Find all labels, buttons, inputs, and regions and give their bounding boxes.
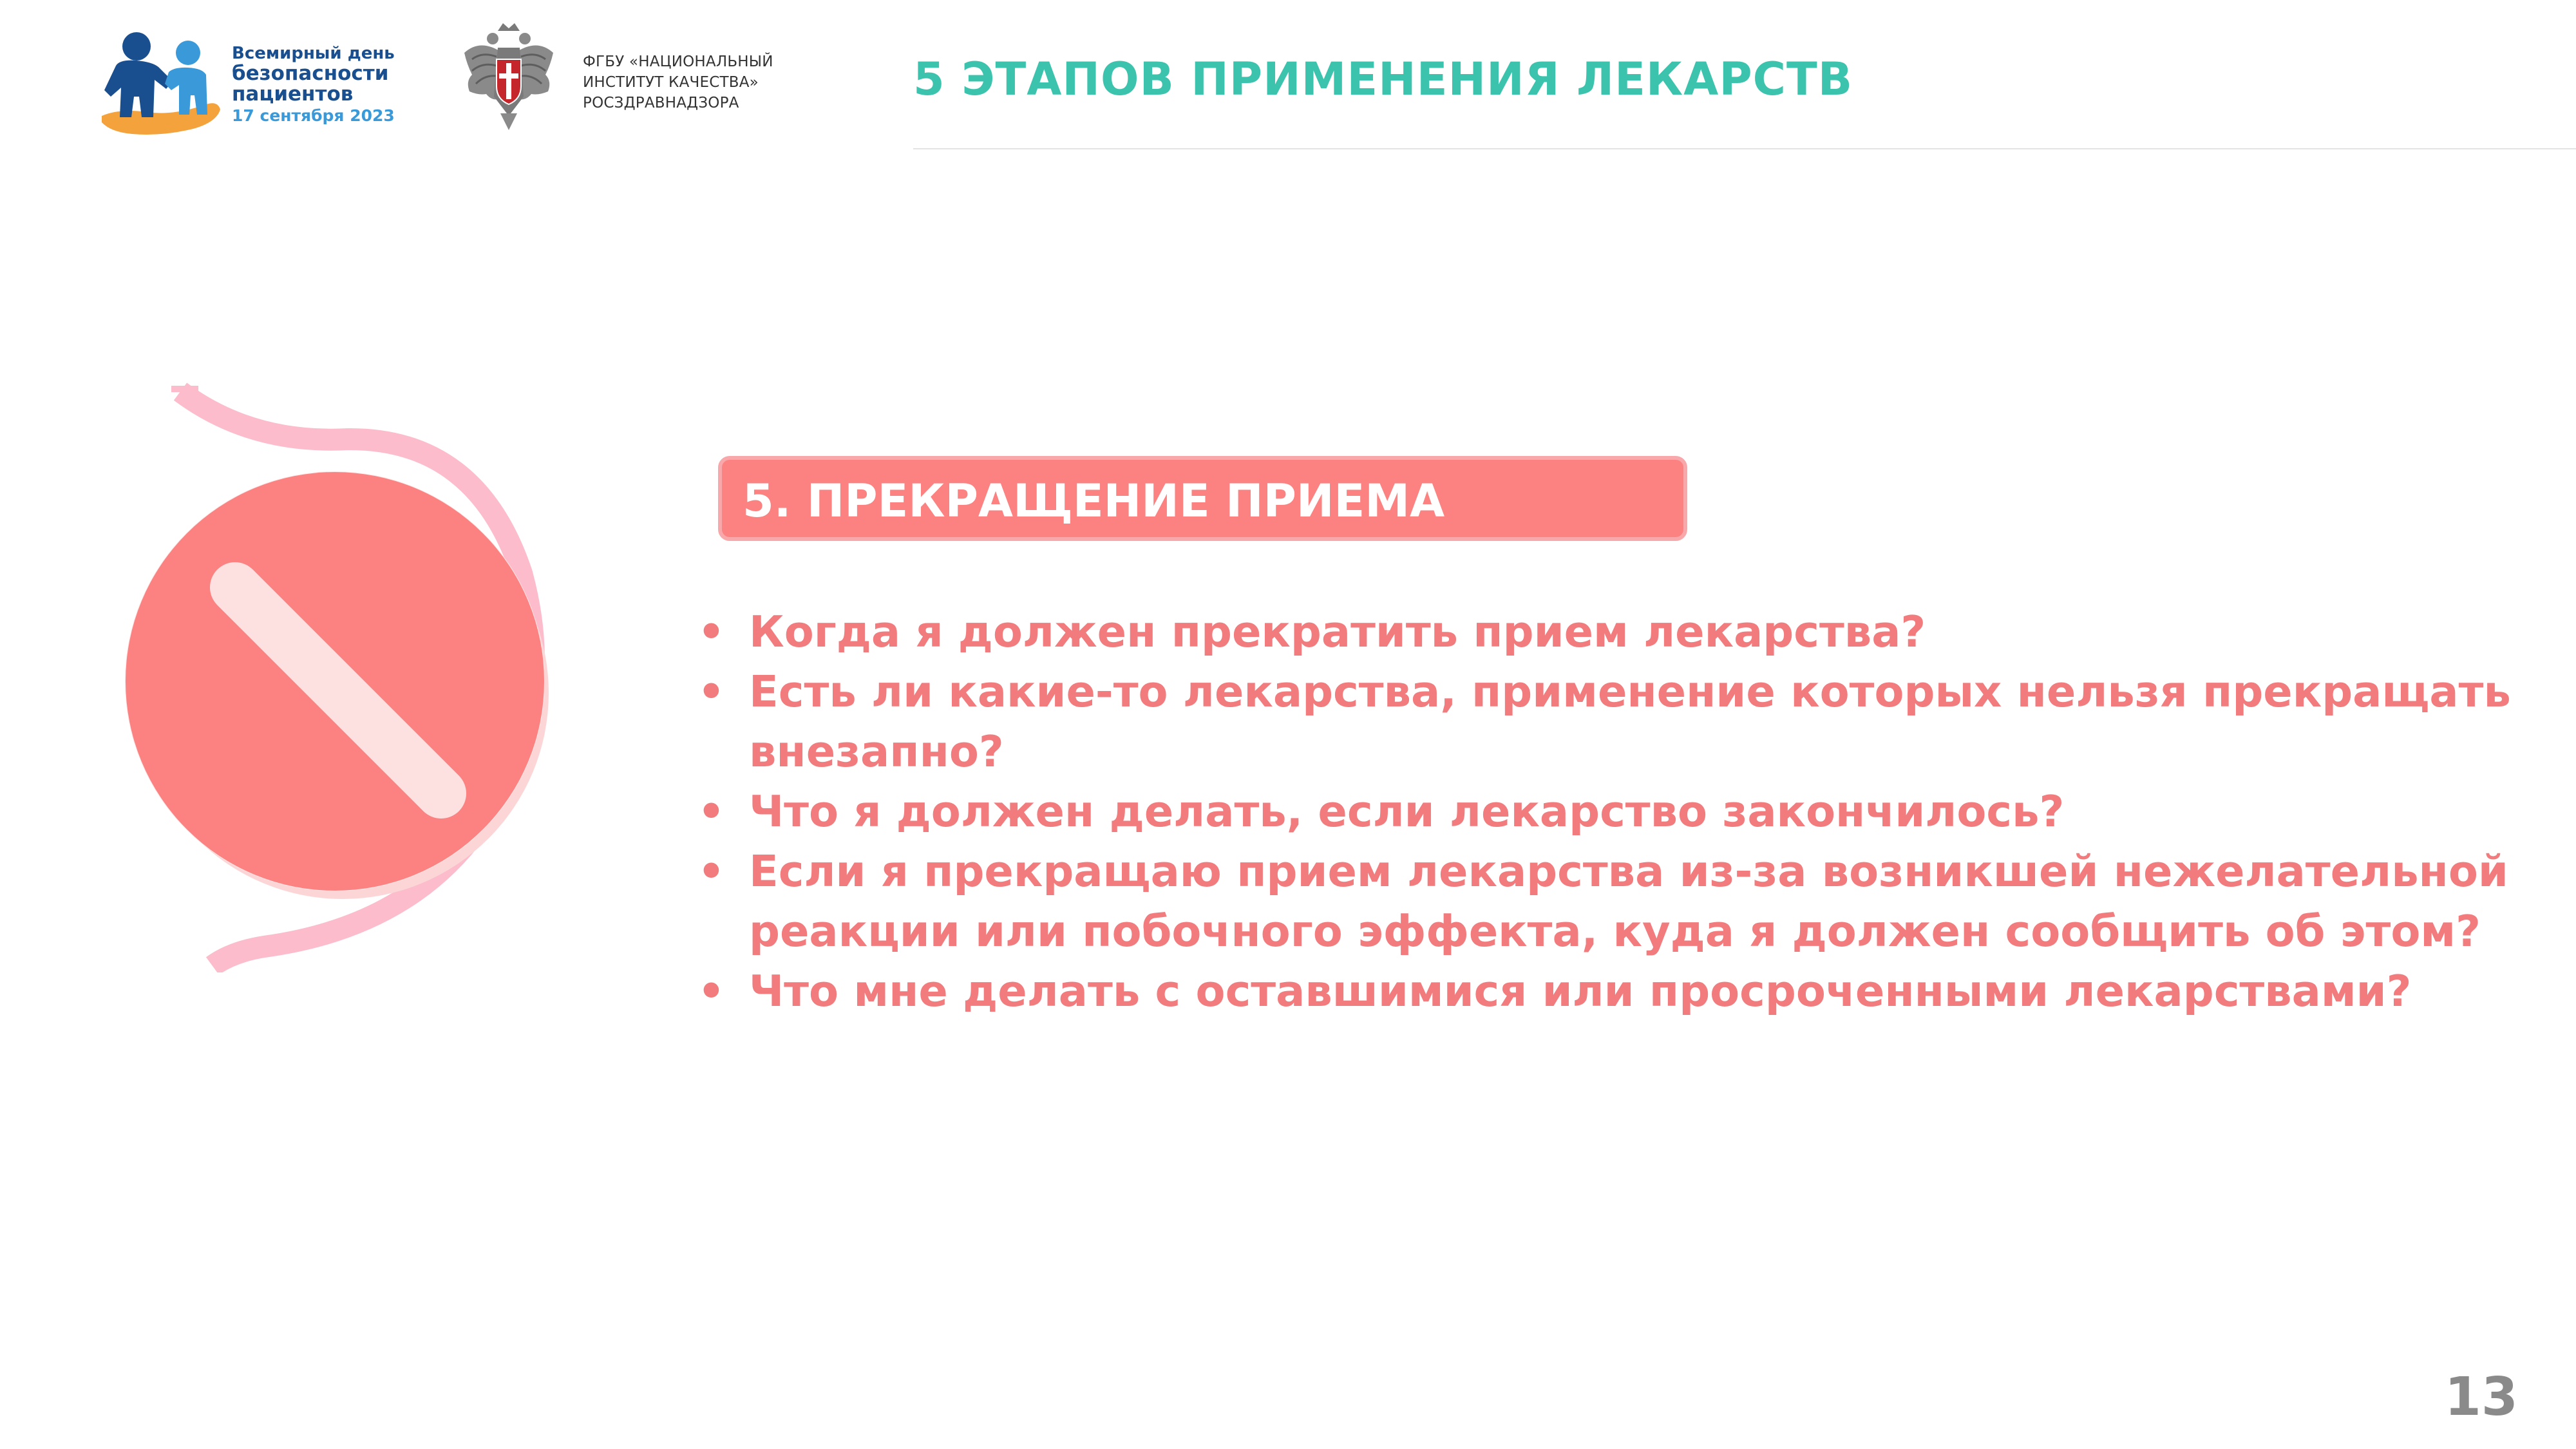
wps-logo-text xyxy=(232,44,438,128)
bullet-icon: • xyxy=(697,966,725,1016)
page-title: 5 ЭТАПОВ ПРИМЕНЕНИЯ ЛЕКАРСТВ xyxy=(913,53,1853,106)
question-text: Есть ли какие-то лекарства, применение которых нельзя прекращать внезапно? xyxy=(749,667,2511,777)
institute-name-line: РОСЗДРАВНАДЗОРА xyxy=(583,95,739,111)
section-label xyxy=(718,456,1687,541)
no-entry-sign-icon xyxy=(116,380,618,972)
double-headed-eagle-emblem-icon xyxy=(460,19,557,135)
list-item xyxy=(692,961,2534,1021)
question-text: Если я прекращаю прием лекарства из-за возникшей нежелательной реакции или побочного эффекта, куда я должен сообщить об этом? xyxy=(749,846,2508,956)
list-item xyxy=(692,662,2534,782)
world-patient-safety-day-logo xyxy=(97,26,431,142)
bullet-icon: • xyxy=(697,607,725,657)
patients-figures-icon xyxy=(97,26,225,138)
section-label-text: 5. ПРЕКРАЩЕНИЕ ПРИЕМА xyxy=(743,475,1445,527)
header-divider xyxy=(913,148,2576,149)
question-list xyxy=(692,602,2534,1021)
wps-logo-date: 17 сентября 2023 xyxy=(232,106,395,125)
bullet-icon: • xyxy=(697,667,725,717)
wps-logo-line: безопасности xyxy=(232,62,389,85)
list-item xyxy=(692,842,2534,961)
question-text: Что я должен делать, если лекарство закончилось? xyxy=(749,786,2065,837)
question-text: Что мне делать с оставшимися или просроченными лекарствами? xyxy=(749,966,2412,1016)
institute-name-line: ИНСТИТУТ КАЧЕСТВА» xyxy=(583,74,759,91)
bullet-icon: • xyxy=(697,786,725,837)
wps-logo-line: пациентов xyxy=(232,82,354,106)
institute-logo-text xyxy=(583,52,821,113)
wps-logo-line: Всемирный день xyxy=(232,44,395,63)
list-item xyxy=(692,602,2534,662)
institute-name-line: ФГБУ «НАЦИОНАЛЬНЫЙ xyxy=(583,53,773,70)
list-item xyxy=(692,782,2534,842)
institute-logo xyxy=(460,19,821,142)
question-text: Когда я должен прекратить прием лекарства? xyxy=(749,607,1926,657)
page-number: 13 xyxy=(2444,1367,2518,1428)
bullet-icon: • xyxy=(697,846,725,896)
